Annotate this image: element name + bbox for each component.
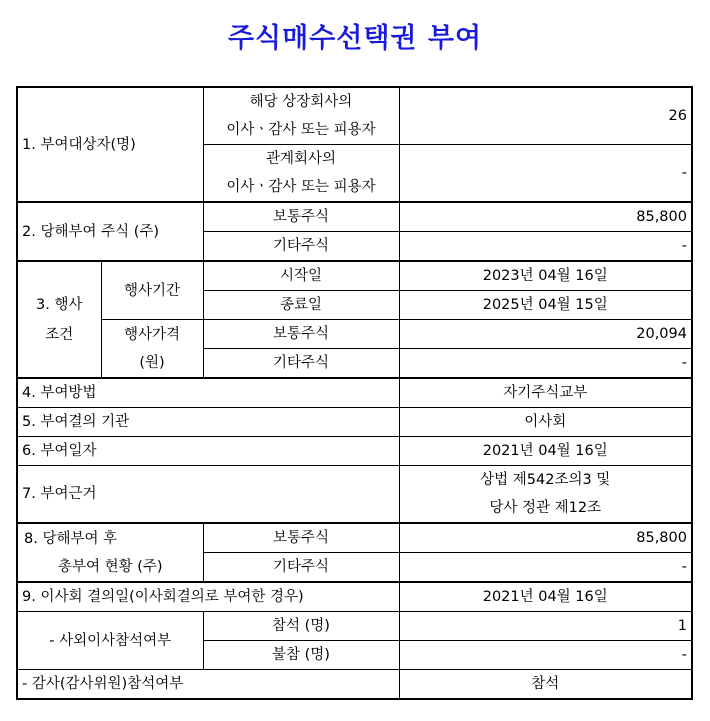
present-label: 참석 (명) bbox=[203, 612, 399, 641]
exercise-price-label: 행사가격 (원) bbox=[101, 320, 203, 379]
end-date-value: 2025년 04월 15일 bbox=[399, 291, 692, 320]
absent-label: 불참 (명) bbox=[203, 641, 399, 670]
grant-method-label: 4. 부여방법 bbox=[17, 378, 399, 408]
table-row bbox=[17, 378, 692, 408]
granted-shares-label: 2. 당해부여 주식 (주) bbox=[17, 202, 203, 261]
outside-directors-label: - 사외이사참석여부 bbox=[17, 612, 203, 670]
absent-value: - bbox=[399, 641, 692, 670]
end-date-label: 종료일 bbox=[203, 291, 399, 320]
table-row bbox=[17, 670, 692, 700]
price-common-value: 20,094 bbox=[399, 320, 692, 349]
resolution-body-value: 이사회 bbox=[399, 408, 692, 437]
price-other-label: 기타주식 bbox=[203, 349, 399, 379]
affiliate-recipients-label: 관계회사의 이사ㆍ감사 또는 피용자 bbox=[203, 145, 399, 203]
grant-date-value: 2021년 04월 16일 bbox=[399, 437, 692, 466]
granted-common-label: 보통주식 bbox=[203, 202, 399, 232]
listed-company-recipients-value: 26 bbox=[399, 87, 692, 145]
price-other-value: - bbox=[399, 349, 692, 379]
table-row bbox=[17, 612, 692, 641]
table-row bbox=[17, 523, 692, 553]
table-row bbox=[17, 408, 692, 437]
auditor-attendance-label: - 감사(감사위원)참석여부 bbox=[17, 670, 399, 700]
listed-company-recipients-label: 해당 상장회사의 이사ㆍ감사 또는 피용자 bbox=[203, 87, 399, 145]
grant-date-label: 6. 부여일자 bbox=[17, 437, 399, 466]
grant-basis-value: 상법 제542조의3 및 당사 정관 제12조 bbox=[399, 466, 692, 524]
grant-basis-label: 7. 부여근거 bbox=[17, 466, 399, 524]
resolution-body-label: 5. 부여결의 기관 bbox=[17, 408, 399, 437]
total-other-label: 기타주식 bbox=[203, 553, 399, 583]
table-row bbox=[17, 582, 692, 612]
page-title: 주식매수선택권 부여 bbox=[227, 23, 483, 54]
table-row bbox=[17, 202, 692, 232]
price-common-label: 보통주식 bbox=[203, 320, 399, 349]
exercise-period-label: 행사기간 bbox=[101, 261, 203, 320]
total-grant-label: 8. 당해부여 후 총부여 현황 (주) bbox=[17, 523, 203, 582]
start-date-label: 시작일 bbox=[203, 261, 399, 291]
recipients-label: 1. 부여대상자(명) bbox=[17, 87, 203, 202]
granted-common-value: 85,800 bbox=[399, 202, 692, 232]
affiliate-recipients-value: - bbox=[399, 145, 692, 203]
table-row bbox=[17, 261, 692, 291]
board-resolution-date-label: 9. 이사회 결의일(이사회결의로 부여한 경우) bbox=[17, 582, 399, 612]
total-common-value: 85,800 bbox=[399, 523, 692, 553]
present-value: 1 bbox=[399, 612, 692, 641]
total-common-label: 보통주식 bbox=[203, 523, 399, 553]
board-resolution-date-value: 2021년 04월 16일 bbox=[399, 582, 692, 612]
granted-other-label: 기타주식 bbox=[203, 232, 399, 262]
table-row bbox=[17, 320, 692, 349]
table-row bbox=[17, 437, 692, 466]
exercise-conditions-label: 3. 행사 조건 bbox=[17, 261, 101, 378]
total-other-value: - bbox=[399, 553, 692, 583]
granted-other-value: - bbox=[399, 232, 692, 262]
start-date-value: 2023년 04월 16일 bbox=[399, 261, 692, 291]
auditor-attendance-value: 참석 bbox=[399, 670, 692, 700]
grant-method-value: 자기주식교부 bbox=[399, 378, 692, 408]
stock-option-grant-table bbox=[16, 86, 693, 700]
